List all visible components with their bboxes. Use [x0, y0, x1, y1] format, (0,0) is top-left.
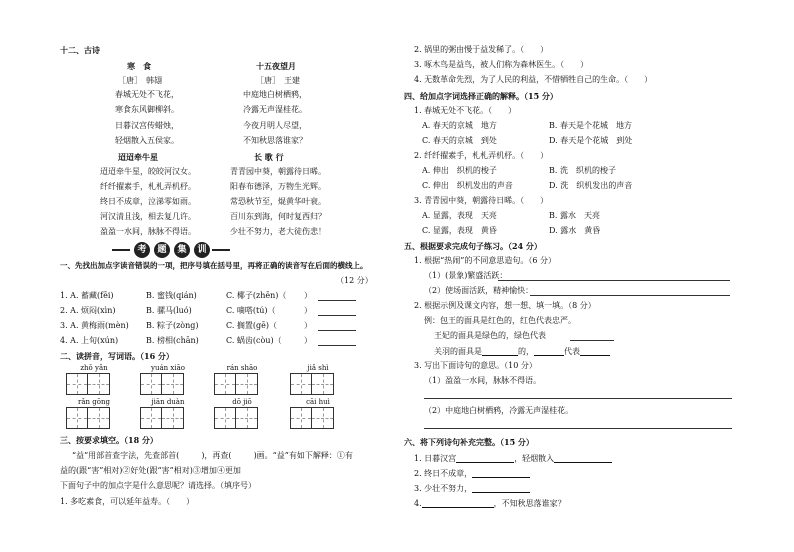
- q3-item2: 2. 锅里的粥由慢于益发稀了。（ ）: [414, 45, 549, 54]
- q4-item3-option-a: A. 显露，表现 天亮: [422, 211, 497, 220]
- q6-line4-blank[interactable]: [422, 499, 494, 508]
- q1-row1-c: C. 椰子(zhēn)（: [226, 291, 287, 300]
- q4-item3-option-b: B. 露水 天亮: [549, 211, 600, 220]
- pinyin-item: [140, 364, 196, 395]
- pinyin-item: [214, 398, 270, 429]
- q1-score: （12 分）: [336, 276, 373, 285]
- q5-item2-line1-answer[interactable]: [570, 340, 614, 341]
- writing-cells[interactable]: [214, 407, 270, 429]
- q6-line4: [414, 499, 566, 508]
- q6-line4-text: ，不知秋思落谁家？: [493, 499, 566, 508]
- pinyin-item: [66, 364, 122, 395]
- q4-item1-option-c: C. 春天的京城 到处: [422, 136, 497, 145]
- banner-char: 考: [134, 242, 150, 258]
- q5-item1-sub1: （1）(景象)繁盛活跃：: [424, 271, 508, 280]
- poem1-title: 寒 食: [127, 61, 151, 71]
- q1-row3-b: B. 粽子(zòng): [146, 321, 199, 330]
- q1-row2-paren: ）: [304, 306, 312, 315]
- q5-item2-example: 例：包王的面具是红色的，红色代表忠严。: [424, 316, 576, 325]
- q1-row2-c: C. 嘀嗒(tú)（: [226, 306, 276, 315]
- q1-row2-b: B. 骡马(luó): [146, 306, 192, 315]
- q1-row4-a: 4. A. 上旬(xún): [60, 336, 119, 345]
- q5-item3-sub2: （2）中庭地白树栖鸦，冷露无声湿桂花。: [424, 406, 574, 415]
- pinyin-text: yuán xiāo: [151, 364, 185, 372]
- q5-item1-sub2: （2）使场面活跃，精神愉快：: [424, 286, 534, 295]
- q3-line1-part2: )，再查(: [201, 451, 232, 460]
- q4-item3-option-d: D. 露水 黄昏: [549, 226, 601, 235]
- q4-item2-option-b: B. 洗 织机的梭子: [549, 166, 616, 175]
- writing-cells[interactable]: [140, 407, 196, 429]
- q5-item2: 2. 根据示例及课文内容，想一想、填一填。（8 分）: [414, 301, 596, 310]
- pinyin-text: jiǎ shì: [307, 364, 329, 372]
- poem1-line: 春城无处不飞花，: [115, 90, 179, 99]
- q3-line2: 益的(跟“害”相对)②好处(跟“害”相对)③增加④更加: [60, 466, 241, 475]
- q3-line4: 1. 多吃素食，可以延年益寿。（ ）: [60, 497, 195, 506]
- poem1-line: 日暮汉宫传蜡烛，: [115, 121, 179, 130]
- q1-row4-answer-line[interactable]: [318, 345, 356, 346]
- poem2-line: 中庭地白树栖鸦，: [243, 90, 307, 99]
- q1-row3-a: 3. A. 黄梅雨(mèn): [60, 321, 129, 330]
- q4-item2-option-c: C. 伸出 织机发出的声音: [422, 181, 513, 190]
- q4-item2-option-a: A. 伸出 织机的梭子: [422, 166, 497, 175]
- q4-item2-option-d: D. 洗 织机发出的声音: [549, 181, 633, 190]
- q6-line2-text: 2. 终日不成章，: [414, 469, 473, 478]
- q3-line1: [72, 452, 353, 460]
- poem4-title: 长 歌 行: [254, 152, 284, 162]
- poem4-line: 常恐秋节至，焜黄华叶衰。: [230, 197, 326, 206]
- q6-line2-blank[interactable]: [472, 469, 530, 478]
- pinyin-item: [290, 398, 346, 429]
- pinyin-text: rán shāo: [226, 364, 258, 372]
- poem3-line: 纤纤擢素手，札札弄机杼。: [100, 182, 196, 191]
- q3-item3: 3. 啄木鸟是益鸟，被人们称为森林医生。（ ）: [414, 60, 589, 69]
- banner-char: 训: [194, 242, 210, 258]
- q5-item2-line2-part3: 代表: [564, 347, 580, 356]
- q1-title: 一、先找出加点字读音错误的一项，把序号填在括号里，再将正确的读音写在后面的横线上。: [60, 261, 368, 270]
- q4-item2: 2. 纤纤擢素手，札札弄机杼。（ ）: [414, 151, 549, 160]
- pinyin-item: [214, 364, 270, 395]
- q4-title: 四、给加点字词选择正确的解释。（15 分）: [404, 91, 558, 101]
- poem2-title: 十五夜望月: [256, 61, 296, 71]
- q6-line1-part2: ，轻烟散入: [514, 454, 555, 463]
- poem3-line: 迢迢牵牛星，皎皎河汉女。: [100, 167, 196, 176]
- pinyin-text: zhǒ yǎn: [80, 364, 108, 372]
- banner-char: 集: [174, 242, 190, 258]
- q4-item1-option-d: D. 春天是个花城 到处: [549, 136, 633, 145]
- q6-line1-blank2[interactable]: [554, 454, 612, 463]
- q3-line3: 下面句子中的加点字是什么意思呢？请选择。（填序号）: [60, 481, 256, 490]
- q6-line3: [414, 484, 530, 493]
- q1-row3-c: C. 搁置(gē)（: [226, 321, 278, 330]
- pinyin-text: cāi huì: [306, 398, 330, 406]
- poem2-line: 冷露无声湿桂花。: [243, 105, 307, 114]
- writing-cells[interactable]: [66, 373, 122, 395]
- q5-item3-sub1-answer-line[interactable]: [424, 398, 732, 399]
- poem4-line: 百川东到海，何时复西归？: [230, 212, 326, 221]
- q5-item3-sub2-answer-line[interactable]: [424, 428, 732, 429]
- q1-row2-answer-line[interactable]: [318, 315, 356, 316]
- q1-row1-a: 1. A. 蓄藏(fēi): [60, 291, 114, 300]
- q6-line1: [414, 454, 612, 463]
- pinyin-item: [140, 398, 196, 429]
- banner-ornament-left: [112, 249, 130, 251]
- banner-ornament-right: [212, 249, 230, 251]
- q6-line3-blank[interactable]: [472, 484, 530, 493]
- q3-item4: 4. 无数革命先烈，为了人民的利益，不惜牺牲自己的生命。（ ）: [414, 75, 653, 84]
- poem2-line: 不知秋思落谁家？: [243, 136, 307, 145]
- poem1-author: ［唐］ 韩翃: [118, 76, 162, 85]
- q5-item1-sub1-answer-line[interactable]: [498, 280, 730, 281]
- q5-item1-sub2-answer-line[interactable]: [530, 295, 730, 296]
- writing-cells[interactable]: [140, 373, 196, 395]
- writing-cells[interactable]: [290, 407, 346, 429]
- q3-title: 三、按要求填空。（18 分）: [60, 435, 158, 445]
- poem1-line: 寒食东风御柳斜。: [115, 105, 179, 114]
- pinyin-text: dō jiō: [232, 398, 252, 406]
- q6-title: 六、将下列诗句补充完整。（15 分）: [404, 437, 534, 447]
- q5-item2-line2: [434, 347, 610, 356]
- poem2-author: ［唐］ 王建: [256, 76, 300, 85]
- q5-item2-line2-part1: 关羽的面具是: [434, 347, 482, 356]
- q5-item3: 3. 写出下面诗句的意思。（10 分）: [414, 361, 537, 370]
- q4-item1: 1. 春城无处不飞花。（ ）: [414, 106, 517, 115]
- q5-item2-line2-blank1[interactable]: [482, 347, 518, 356]
- q1-row3-answer-line[interactable]: [318, 330, 356, 331]
- q1-row4-b: B. 榜相(chān): [146, 336, 199, 345]
- poem3-line: 河汉清且浅，相去复几许。: [100, 212, 196, 221]
- q2-title: 二、读拼音，写词语。（16 分）: [60, 351, 174, 361]
- poem2-line: 今夜月明人尽望，: [243, 121, 307, 130]
- q4-item1-option-b: B. 春天是个花城 地方: [549, 121, 632, 130]
- q1-row3-paren: ）: [304, 321, 312, 330]
- q5-item2-line2-blank2[interactable]: [534, 347, 564, 356]
- q6-line4-num: 4.: [414, 499, 422, 508]
- q3-line1-part3: )画。“益”有如下解释：①有: [253, 451, 353, 460]
- q6-line2: [414, 469, 530, 478]
- q4-item1-option-a: A. 春天的京城 地方: [422, 121, 497, 130]
- writing-cells[interactable]: [214, 373, 270, 395]
- exam-training-banner: [112, 241, 230, 259]
- pinyin-item: [290, 364, 346, 395]
- q6-line1-blank1[interactable]: [456, 454, 514, 463]
- q4-item3: 3. 青青园中葵，朝露待日晞。（ ）: [414, 196, 549, 205]
- q6-line3-text: 3. 少壮不努力，: [414, 484, 473, 493]
- q6-line1-part1: 1. 日暮汉宫: [414, 454, 457, 463]
- pinyin-text: rǎn gōng: [78, 398, 110, 406]
- q5-title: 五、根据要求完成句子练习。（24 分）: [404, 241, 542, 251]
- q5-item1: 1. 根据“热闹”的不同意思造句。（6 分）: [414, 256, 556, 265]
- section-12-title: 十二、古诗: [60, 45, 100, 55]
- banner-char: 题: [154, 242, 170, 258]
- q1-row1-b: B. 蜜钱(qián): [146, 291, 197, 300]
- q5-item2-line2-part2: 的，: [518, 347, 534, 356]
- poem1-line: 轻烟散入五侯家。: [115, 136, 179, 145]
- poem3-title: 迢迢牵牛星: [118, 152, 158, 162]
- pinyin-text: jiān duàn: [151, 398, 185, 406]
- q3-line1-part1: “益”用部首查字法，先查部首(: [72, 451, 180, 460]
- poem3-line: 终日不成章，泣涕零如雨。: [100, 197, 196, 206]
- poem3-line: 盈盈一水间，脉脉不得语。: [100, 227, 196, 236]
- pinyin-item: [66, 398, 122, 429]
- poem4-line: 青青园中葵，朝露待日晞。: [230, 167, 326, 176]
- q1-row4-paren: ）: [304, 336, 312, 345]
- q1-row1-answer-line[interactable]: [318, 300, 356, 301]
- writing-cells[interactable]: [290, 373, 346, 395]
- q5-item2-line2-blank3[interactable]: [580, 347, 610, 356]
- q1-row4-c: C. 蜗齿(còu)（: [226, 336, 282, 345]
- q4-item3-option-c: C. 显露，表现 黄昏: [422, 226, 497, 235]
- q5-item3-sub1: （1）盈盈一水间，脉脉不得语。: [424, 376, 542, 385]
- poem4-line: 少壮不努力，老大徒伤悲！: [230, 227, 326, 236]
- q5-item2-line1: 王妃的面具是绿色的，绿色代表: [434, 331, 546, 340]
- q1-row2-a: 2. A. 烦闷(xìn): [60, 306, 116, 315]
- q1-row1-paren: ）: [304, 291, 312, 300]
- writing-cells[interactable]: [66, 407, 122, 429]
- poem4-line: 阳春布德泽，万物生光辉。: [230, 182, 326, 191]
